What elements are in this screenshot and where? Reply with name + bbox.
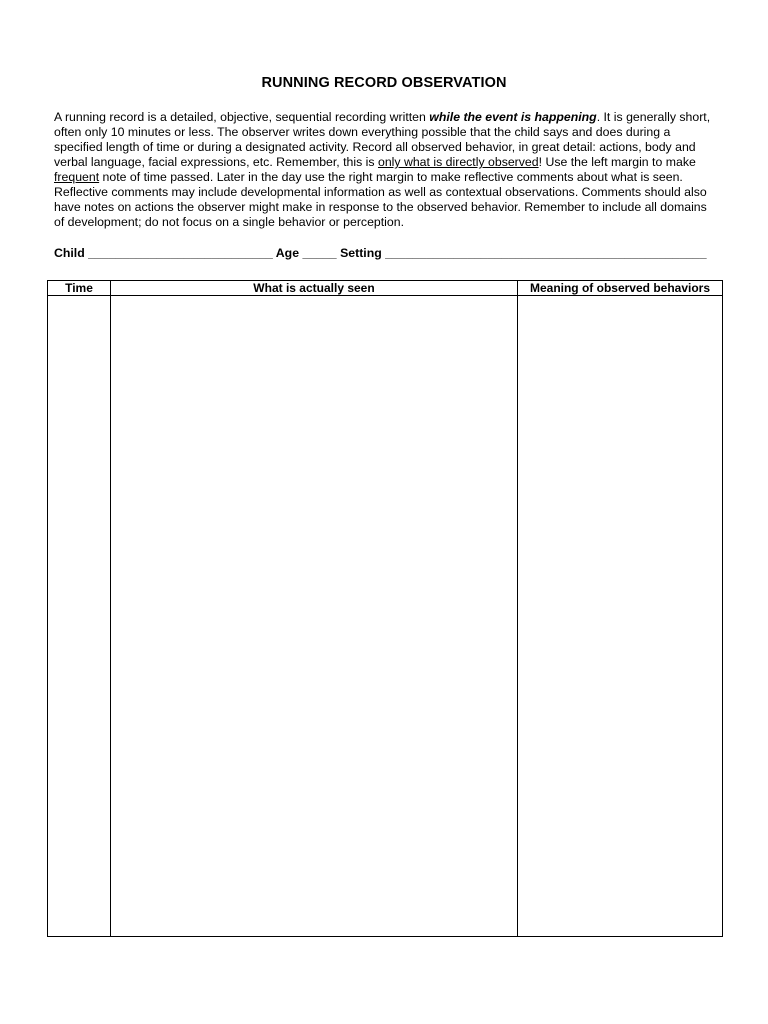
time-cell[interactable] xyxy=(48,296,111,937)
meaning-column-header: Meaning of observed behaviors xyxy=(518,281,723,296)
age-label: Age xyxy=(275,246,300,260)
instructions-underline-observed: only what is directly observed xyxy=(377,155,539,169)
meaning-cell[interactable] xyxy=(518,296,723,937)
table-row xyxy=(48,296,723,937)
instructions-text-4: note of time passed. Later in the day use the right margin to make reflective comments about what is seen. Reflective comments may include developmental information as well as contextual observations. Comments should also have notes on actions the observer might make in response to the observed behavior. Remember to include all domains of development; do not focus on a single behavior or perception. xyxy=(54,170,707,229)
seen-column-header: What is actually seen xyxy=(111,281,518,296)
child-label: Child xyxy=(54,246,85,260)
instructions-emphasis: while the event is happening xyxy=(429,110,597,124)
setting-field[interactable]: _______________________________________________ xyxy=(385,246,707,260)
instructions-paragraph xyxy=(54,110,719,230)
setting-label: Setting xyxy=(340,246,382,260)
instructions-text-3: ! Use the left margin to make xyxy=(538,155,696,169)
time-column-header: Time xyxy=(48,281,111,296)
instructions-text-2: . It is generally short, often only 10 minutes or less. The observer writes down everything possible that the child says and does during a specified length of time or during a designated activity. Record all observed behavior, in great detail: actions, body and verbal language, facial expressions, etc. Remember, this is xyxy=(54,110,711,169)
child-field[interactable]: ___________________________ xyxy=(88,246,273,260)
page-title: RUNNING RECORD OBSERVATION xyxy=(261,75,507,91)
age-field[interactable]: _____ xyxy=(302,246,337,260)
observation-table xyxy=(47,280,723,937)
seen-cell[interactable] xyxy=(111,296,518,937)
table-header-row xyxy=(48,281,723,296)
info-fields xyxy=(54,246,720,260)
instructions-underline-frequent: frequent xyxy=(54,170,100,184)
instructions-text-1: A running record is a detailed, objective, sequential recording written xyxy=(54,110,430,124)
